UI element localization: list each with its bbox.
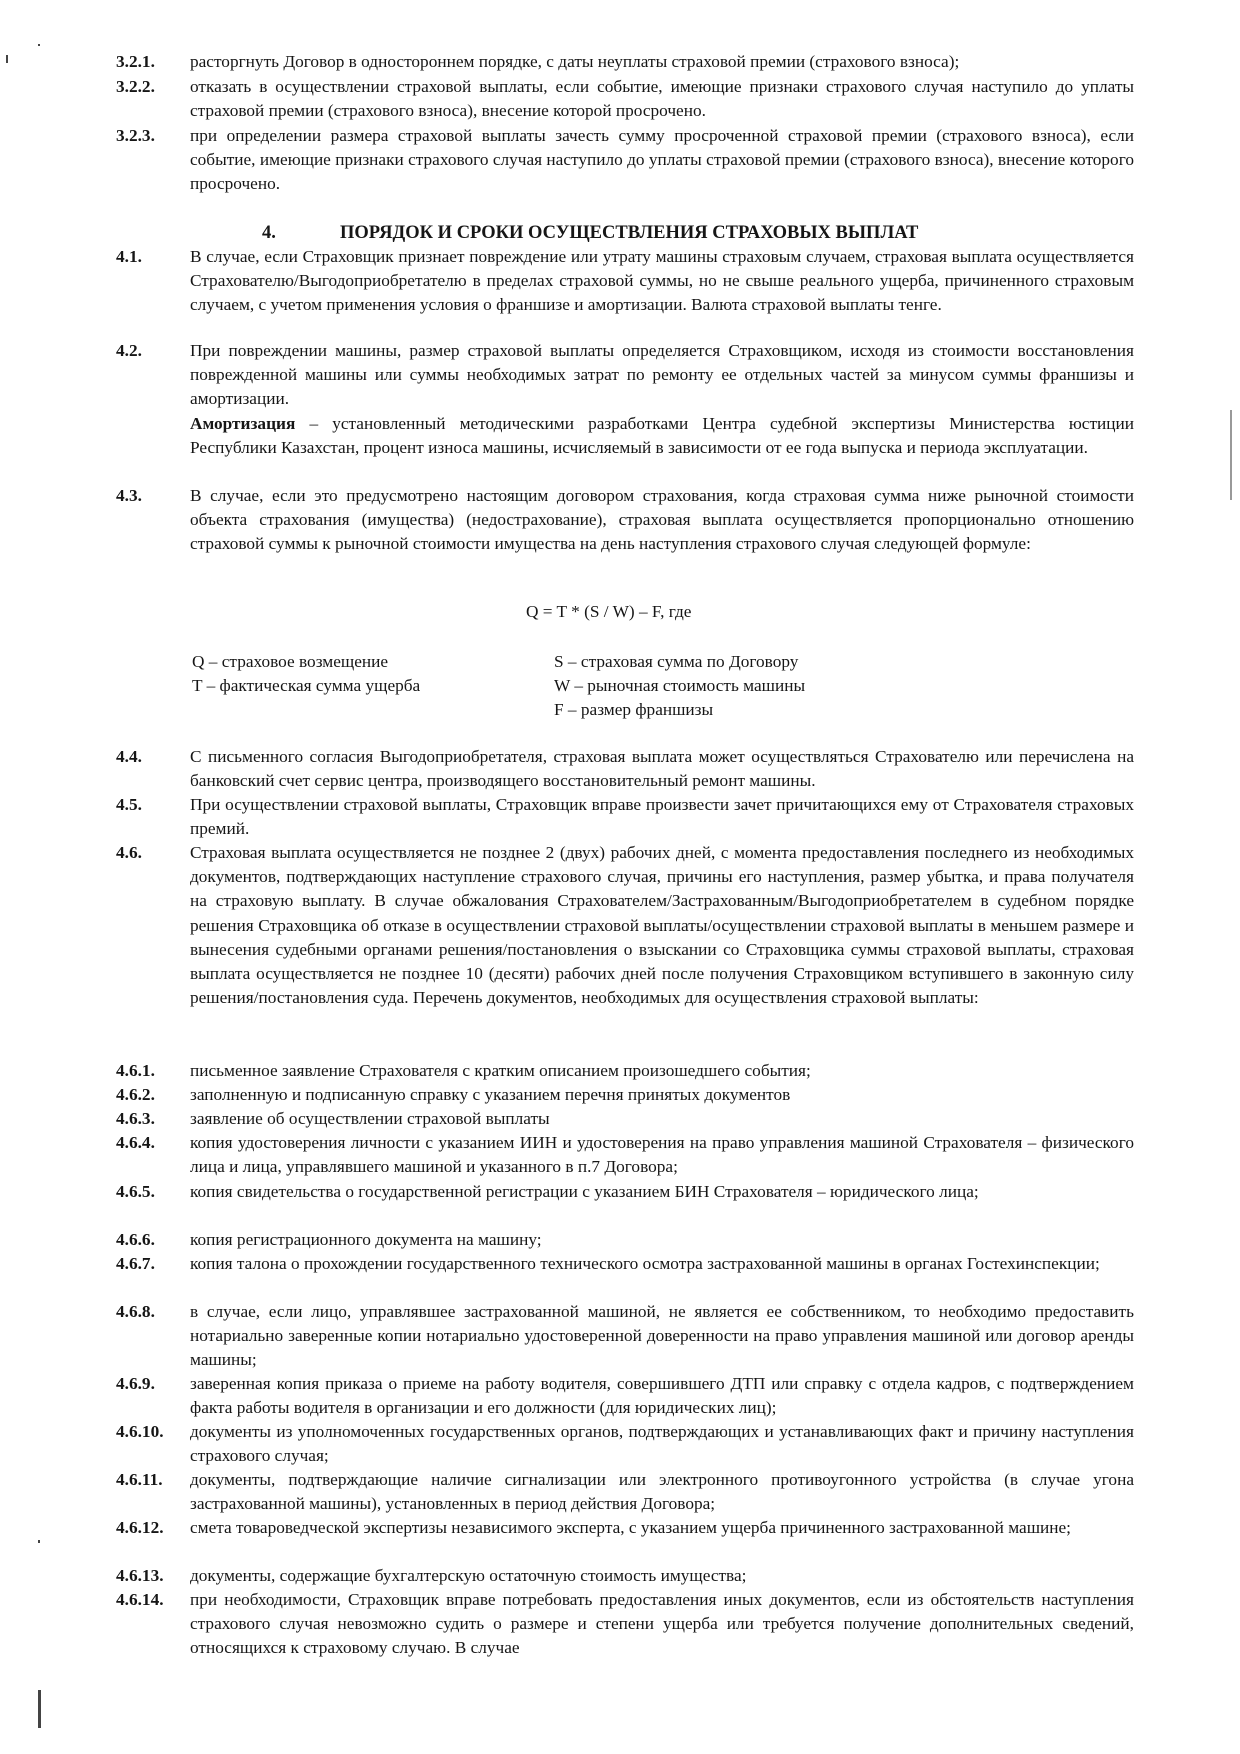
clause-text: копия удостоверения личности с указанием ИИН и удостоверения на право управления машиной Страхователя – физического лица и лица, управлявшего машиной и указанного в п.7 Договора;: [190, 1133, 1134, 1177]
scan-edge-mark: [38, 1690, 41, 1728]
clause-4-6: [116, 841, 1134, 1010]
scan-speck: [38, 1540, 40, 1543]
clause-4-6-12: [116, 1516, 1134, 1540]
clause-number: 4.6.3.: [116, 1109, 155, 1128]
clause-text: смета товароведческой экспертизы независимого эксперта, с указанием ущерба причиненного застрахованной машине;: [190, 1518, 1071, 1537]
section-title: ПОРЯДОК И СРОКИ ОСУЩЕСТВЛЕНИЯ СТРАХОВЫХ ВЫПЛАТ: [340, 223, 919, 243]
clause-4-6-14: [116, 1588, 1134, 1661]
clause-text: копия регистрационного документа на машину;: [190, 1230, 542, 1249]
clause-4-6-9: [116, 1372, 1134, 1420]
clause-number: 4.6.1.: [116, 1061, 155, 1080]
clause-number: 4.1.: [116, 247, 142, 266]
clause-4-6-6: [116, 1228, 1134, 1252]
clause-4-6-10: [116, 1420, 1134, 1468]
clause-number: 4.6.13.: [116, 1566, 164, 1585]
payout-formula: Q = T * (S / W) – F, где: [526, 602, 692, 621]
clause-text: копия талона о прохождении государственного технического осмотра застрахованной машины в органах Гостехинспекции;: [190, 1254, 1100, 1273]
clause-text: документы из уполномоченных государственных органов, подтверждающих и устанавливающих факт и причину наступления страхового случая;: [190, 1422, 1134, 1466]
clause-number: 3.2.3.: [116, 126, 155, 145]
clause-3-2-3: [116, 124, 1134, 197]
clause-number: 4.6.5.: [116, 1182, 155, 1201]
clause-number: 4.6.12.: [116, 1518, 164, 1537]
clause-text: заполненную и подписанную справку с указанием перечня принятых документов: [190, 1085, 791, 1104]
scan-edge-mark: [1230, 410, 1232, 500]
clause-text: Страховая выплата осуществляется не позднее 2 (двух) рабочих дней, с момента предоставления последнего из необходимых документов, подтверждающих наступление страхового случая, причины его наступления, размер убытка, и права получателя на страховую выплату. В случае обжалования Страхователем/Застрахованным/Выгодоприобретателем в судебном порядке решения Страховщика об отказе в осуществлении страховой выплаты/осуществлении страховой выплаты в меньшем размере и вынесения судебными органами решения/постановления о взыскании со Страховщика суммы страховой выплаты, страховая выплата осуществляется не позднее 10 (десяти) рабочих дней после получения Страховщиком вступившего в законную силу решения/постановления суда. Перечень документов, необходимых для осуществления страховой выплаты:: [190, 843, 1134, 1008]
formula-legend-item: T – фактическая сумма ущерба: [192, 676, 421, 695]
clause-number: 4.6.6.: [116, 1230, 155, 1249]
clause-number: 4.6.: [116, 843, 142, 862]
clause-4-6-5: [116, 1180, 1134, 1204]
clause-4-6-7: [116, 1252, 1134, 1276]
clause-4-6-1: [116, 1059, 1134, 1083]
clause-text: в случае, если лицо, управлявшее застрахованной машиной, не является ее собственником, то необходимо предоставить нотариально заверенные копии нотариально удостоверенной доверенности на право управления машиной или договор аренды машины;: [190, 1302, 1134, 1370]
clause-number: 4.6.11.: [116, 1470, 163, 1489]
clause-text: при определении размера страховой выплаты зачесть сумму просроченной страховой премии (страхового взноса), если событие, имеющие признаки страхового случая наступило до уплаты страховой премии (страхового взноса), внесение которого просрочено.: [190, 126, 1134, 194]
clause-4-4: [116, 745, 1134, 793]
clause-4-2: [116, 339, 1134, 460]
clause-number: 4.6.4.: [116, 1133, 155, 1152]
clause-text: С письменного согласия Выгодоприобретателя, страховая выплата может осуществляться Страхователю или перечислена на банковский счет сервис центра, производящего восстановительный ремонт машины.: [190, 747, 1134, 791]
clause-text: При повреждении машины, размер страховой выплаты определяется Страховщиком, исходя из стоимости восстановления поврежденной машины или суммы необходимых затрат по ремонту ее отдельных частей за минусом суммы франшизы и амортизации.: [190, 341, 1134, 409]
clause-text: заверенная копия приказа о приеме на работу водителя, совершившего ДТП или справку с отдела кадров, с подтверждением факта работы водителя в организации и его должности (для юридических лиц);: [190, 1374, 1134, 1418]
clause-text: документы, подтверждающие наличие сигнализации или электронного противоугонного устройства (в случае угона застрахованной машины), установленных в период действия Договора;: [190, 1470, 1134, 1514]
clause-number: 3.2.2.: [116, 77, 155, 96]
clause-text: В случае, если Страховщик признает повреждение или утрату машины страховым случаем, страховая выплата осуществляется Страхователю/Выгодоприобретателю в пределах страховой суммы, но не свыше реального ущерба, причиненного страховым случаем, с учетом применения условия о франшизе и амортизации. Валюта страховой выплаты тенге.: [190, 247, 1134, 315]
formula-legend-item: F – размер франшизы: [554, 700, 714, 719]
clause-text: копия свидетельства о государственной регистрации с указанием БИН Страхователя – юридического лица;: [190, 1182, 979, 1201]
amortization-text: – установленный методическими разработками Центра судебной экспертизы Министерства юстиции Республики Казахстан, процент износа машины, исчисляемый в зависимости от ее года выпуска и периода эксплуатации.: [190, 413, 1134, 457]
amortization-definition: [190, 412, 1134, 460]
clause-number: 4.6.7.: [116, 1254, 155, 1273]
clause-4-6-2: [116, 1083, 1134, 1107]
clause-text: отказать в осуществлении страховой выплаты, если событие, имеющие признаки страхового случая наступило до уплаты страховой премии (страхового взноса), внесение которой просрочено.: [190, 77, 1134, 121]
clause-number: 4.6.9.: [116, 1374, 155, 1393]
clause-text: расторгнуть Договор в одностороннем порядке, с даты неуплаты страховой премии (страхового взноса);: [190, 52, 960, 71]
clause-number: 4.5.: [116, 795, 142, 814]
scan-speck: [38, 44, 40, 46]
formula-legend-item: Q – страховое возмещение: [192, 652, 389, 671]
clause-4-6-8: [116, 1300, 1134, 1373]
clause-text: заявление об осуществлении страховой выплаты: [190, 1109, 550, 1128]
clause-4-6-4: [116, 1131, 1134, 1179]
amortization-term: Амортизация: [190, 413, 296, 433]
clause-number: 4.2.: [116, 341, 142, 360]
clause-text: при необходимости, Страховщик вправе потребовать предоставления иных документов, если из обстоятельств наступления страхового случая невозможно судить о размере и степени ущерба или требуется получение дополнительных сведений, относящихся к страховому случаю. В случае: [190, 1590, 1134, 1658]
scan-speck: [6, 55, 8, 63]
clause-number: 3.2.1.: [116, 52, 155, 71]
clause-text: В случае, если это предусмотрено настоящим договором страхования, когда страховая сумма ниже рыночной стоимости объекта страхования (имущества) (недострахование), страховая выплата осуществляется пропорционально отношению страховой суммы к рыночной стоимости имущества на день наступления страхового случая следующей формуле:: [190, 486, 1134, 554]
section-number: 4.: [262, 223, 276, 243]
clause-4-1: [116, 245, 1134, 318]
clause-4-5: [116, 793, 1134, 841]
clause-4-6-3: [116, 1107, 1134, 1131]
formula-legend-item: S – страховая сумма по Договору: [554, 652, 799, 671]
clause-3-2-2: [116, 75, 1134, 123]
clause-4-6-11: [116, 1468, 1134, 1516]
formula-legend-item: W – рыночная стоимость машины: [554, 676, 806, 695]
clause-number: 4.3.: [116, 486, 142, 505]
clause-text: письменное заявление Страхователя с кратким описанием произошедшего события;: [190, 1061, 811, 1080]
clause-text: При осуществлении страховой выплаты, Страховщик вправе произвести зачет причитающихся ему от Страхователя страховых премий.: [190, 795, 1134, 839]
clause-number: 4.6.10.: [116, 1422, 164, 1441]
clause-number: 4.6.14.: [116, 1590, 164, 1609]
clause-4-3: [116, 484, 1134, 557]
clause-text: документы, содержащие бухгалтерскую остаточную стоимость имущества;: [190, 1566, 747, 1585]
clause-body: [190, 339, 1134, 460]
clause-4-6-13: [116, 1564, 1134, 1588]
clause-number: 4.4.: [116, 747, 142, 766]
clause-number: 4.6.8.: [116, 1302, 155, 1321]
clause-number: 4.6.2.: [116, 1085, 155, 1104]
clause-3-2-1: [116, 50, 1134, 74]
